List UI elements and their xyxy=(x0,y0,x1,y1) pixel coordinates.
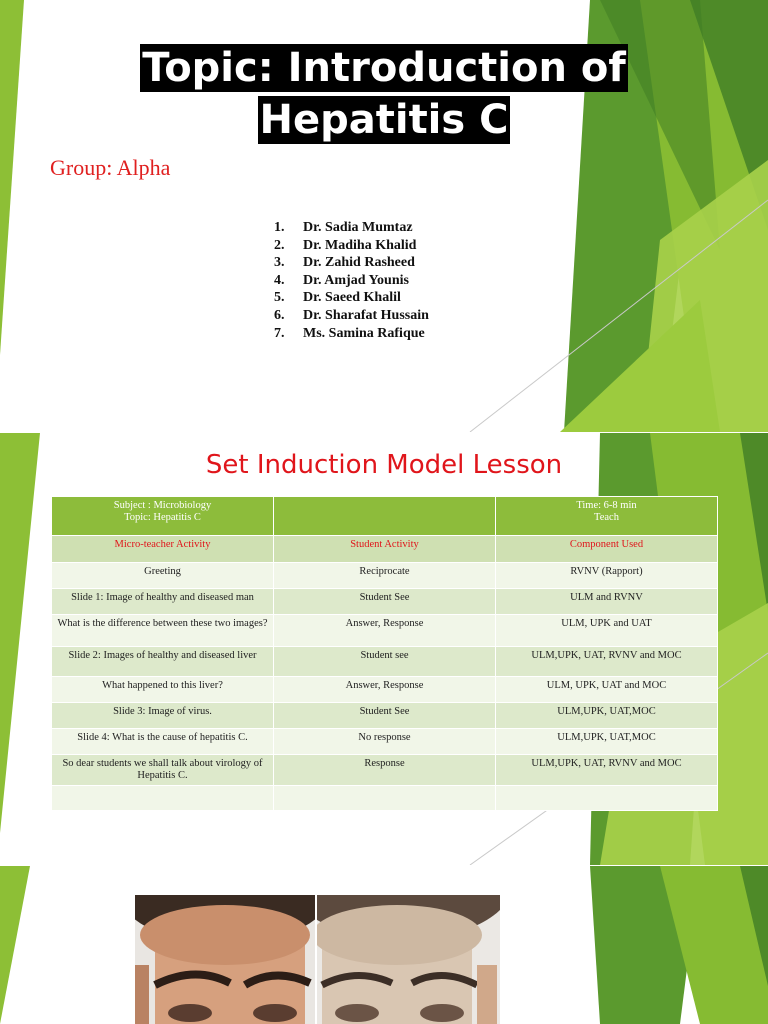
member-list xyxy=(274,219,429,342)
list-item: 7. Ms. Samina Rafique xyxy=(274,325,425,341)
list-item: 5. Dr. Saeed Khalil xyxy=(274,290,401,306)
list-item: 4. Dr. Amjad Younis xyxy=(274,272,409,288)
column-header: Student Activity xyxy=(274,536,496,563)
table-row: Slide 2: Images of healthy and diseased liver Student see ULM,UPK, UAT, RVNV and MOC xyxy=(52,647,718,677)
title-line-2: Hepatitis C xyxy=(259,97,509,143)
table-row: Slide 4: What is the cause of hepatitis C. No response ULM,UPK, UAT,MOC xyxy=(52,729,718,755)
table-row xyxy=(52,786,718,811)
healthy-man-image xyxy=(135,895,315,1024)
lesson-table xyxy=(51,496,718,811)
group-label: Group: Alpha xyxy=(50,155,171,180)
table-row: Slide 1: Image of healthy and diseased man Student See ULM and RVNV xyxy=(52,589,718,615)
list-item: 2. Dr. Madiha Khalid xyxy=(274,237,417,253)
table-row: Slide 3: Image of virus. Student See ULM,UPK, UAT,MOC xyxy=(52,703,718,729)
table-row: What happened to this liver? Answer, Response ULM, UPK, UAT and MOC xyxy=(52,677,718,703)
list-item: 1. Dr. Sadia Mumtaz xyxy=(274,220,413,235)
slide-title xyxy=(0,44,768,144)
list-item: 3. Dr. Zahid Rasheed xyxy=(274,255,415,271)
column-header: Micro-teacher Activity xyxy=(52,536,274,563)
column-header-row xyxy=(52,536,718,563)
title-line-1: Topic: Introduction of xyxy=(142,45,626,91)
table-row: What is the difference between these two images? Answer, Response ULM, UPK and UAT xyxy=(52,615,718,647)
lesson-title: Set Induction Model Lesson xyxy=(205,450,563,480)
image-slide xyxy=(0,866,768,1024)
table-row: Greeting Reciprocate RVNV (Rapport) xyxy=(52,563,718,589)
diseased-man-image xyxy=(317,895,500,1024)
table-header-row: Subject : Microbiology Topic: Hepatitis C Time: 6-8 min Teach xyxy=(52,497,718,536)
column-header: Component Used xyxy=(496,536,718,563)
table-row: So dear students we shall talk about virology of Hepatitis C. Response ULM,UPK, UAT, RVNV and MOC xyxy=(52,755,718,786)
list-item: 6. Dr. Sharafat Hussain xyxy=(274,307,429,323)
title-slide xyxy=(0,0,768,432)
lesson-slide xyxy=(0,433,768,865)
